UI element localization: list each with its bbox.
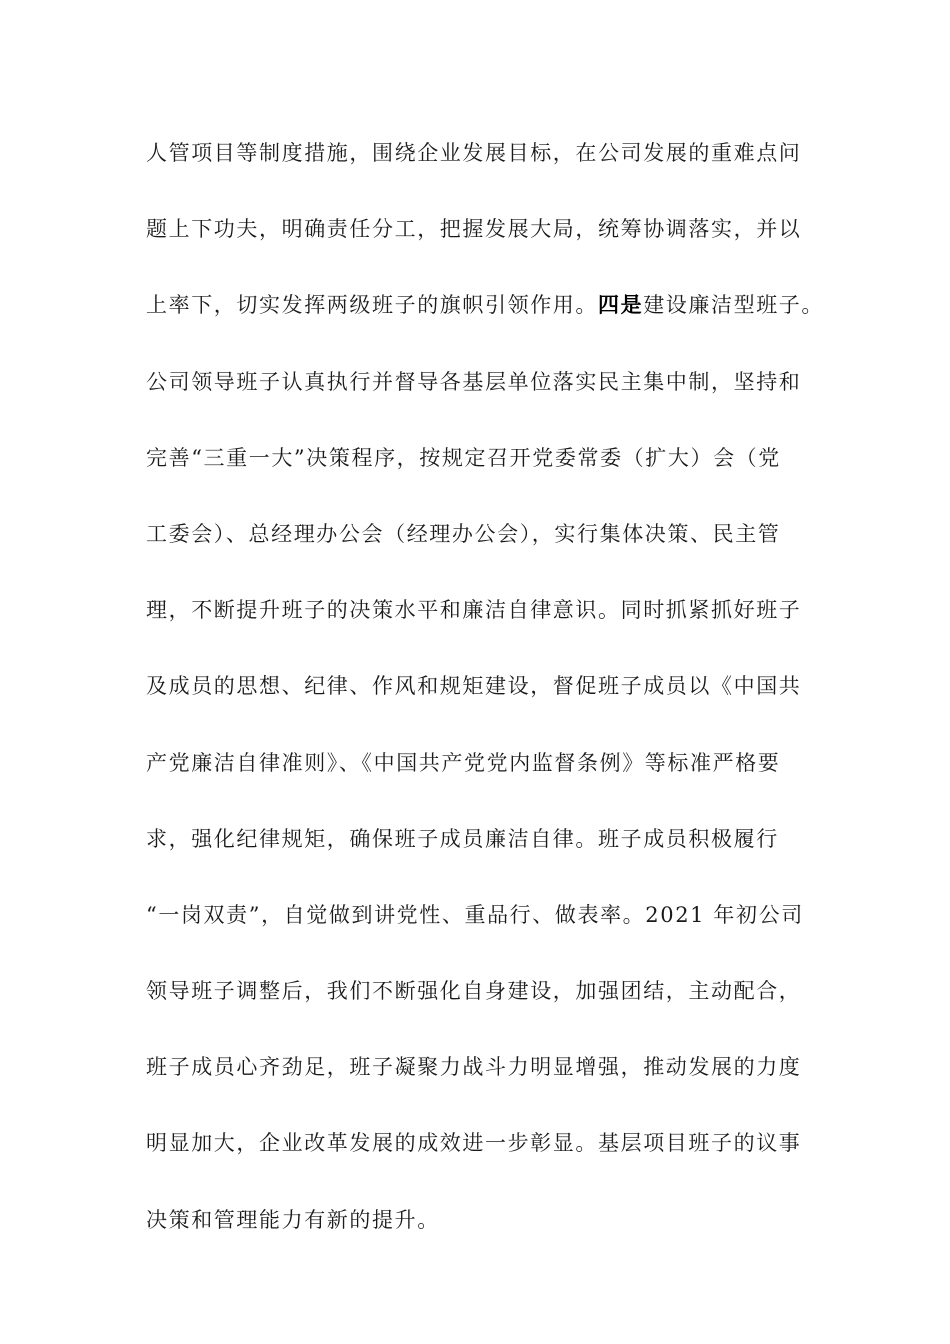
text-line: 产党廉洁自律准则》、《中国共产党党内监督条例》等标准严格要 bbox=[146, 750, 781, 775]
text-line: 人管项目等制度措施，围绕企业发展目标，在公司发展的重难点问 bbox=[146, 141, 802, 165]
text-run: 上率下，切实发挥两级班子的旗帜引领作用。 bbox=[146, 293, 598, 318]
text-line: 及成员的思想、纪律、作风和规矩建设，督促班子成员以《中国共 bbox=[146, 674, 802, 699]
text-line: 工委会）、总经理办公会（经理办公会），实行集体决策、民主管 bbox=[146, 521, 781, 546]
body-paragraph bbox=[146, 131, 825, 1274]
text-line: “一岗双责”，自觉做到讲党性、重品行、做表率。2021 年初公司 bbox=[146, 902, 804, 927]
text-line: 题上下功夫，明确责任分工，把握发展大局，统筹协调落实，并以 bbox=[146, 217, 802, 242]
text-line: 领导班子调整后，我们不断强化自身建设，加强团结，主动配合， bbox=[146, 979, 802, 1004]
text-line: 求，强化纪律规矩，确保班子成员廉洁自律。班子成员积极履行 bbox=[146, 826, 779, 851]
text-line: 决策和管理能力有新的提升。 bbox=[146, 1207, 440, 1232]
text-line bbox=[146, 283, 825, 359]
text-line: 班子成员心齐劲足，班子凝聚力战斗力明显增强，推动发展的力度 bbox=[146, 1055, 802, 1080]
bold-heading-marker: 四是 bbox=[598, 292, 644, 318]
text-line: 理，不断提升班子的决策水平和廉洁自律意识。同时抓紧抓好班子 bbox=[146, 598, 802, 623]
text-line: 完善“三重一大”决策程序，按规定召开党委常委（扩大）会（党 bbox=[146, 445, 781, 470]
text-line: 公司领导班子认真执行并督导各基层单位落实民主集中制，坚持和 bbox=[146, 369, 802, 394]
text-run: 建设廉洁型班子。 bbox=[643, 293, 825, 318]
text-line: 明显加大，企业改革发展的成效进一步彰显。基层项目班子的议事 bbox=[146, 1131, 802, 1156]
